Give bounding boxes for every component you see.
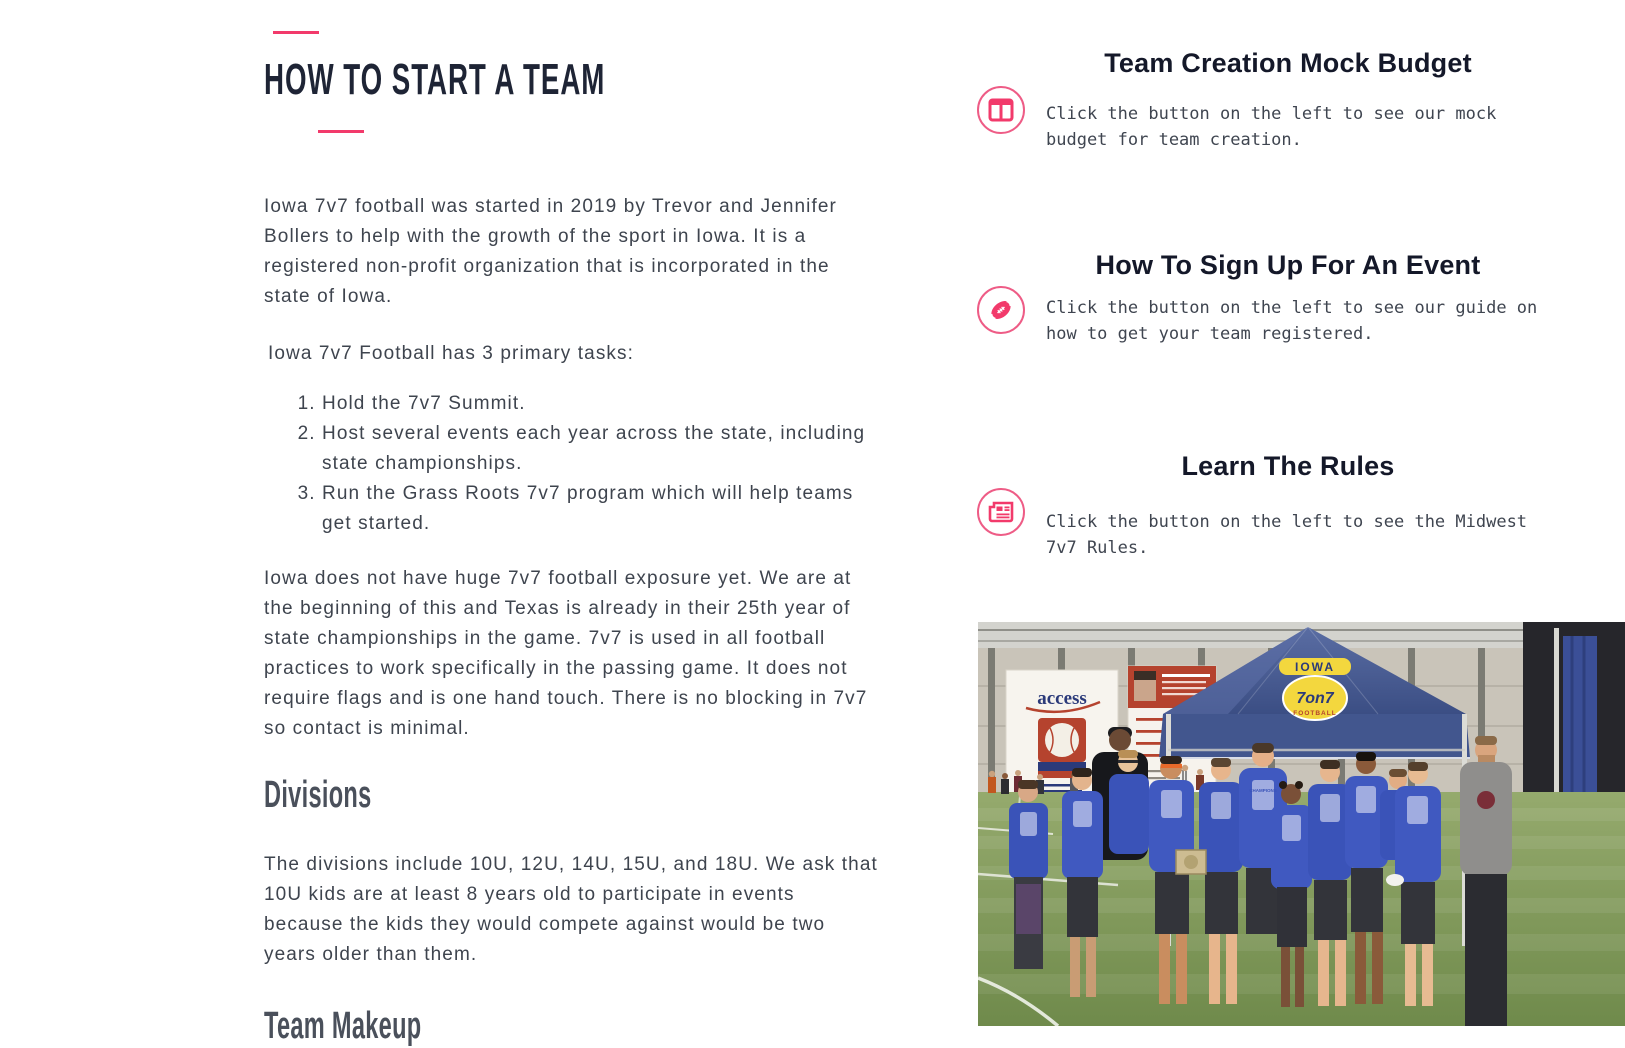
feature-title-mock-budget: Team Creation Mock Budget: [1104, 48, 1472, 78]
tasks-lead-paragraph: Iowa 7v7 Football has 3 primary tasks:: [268, 343, 634, 364]
divisions-paragraph: The divisions include 10U, 12U, 14U, 15U, and 18U. We ask that 10U kids are at least 8 years old to participate in events because the kids they would compete against would be two years older than them.: [264, 854, 878, 965]
team-photo: [978, 622, 1625, 1026]
pink-dash-bottom: [318, 130, 364, 133]
pink-dash-top: [273, 31, 319, 34]
feature-desc-rules: Click the button on the left to see the Midwest 7v7 Rules.: [1046, 512, 1528, 558]
newspaper-icon: [988, 501, 1014, 523]
task-item: 3. Run the Grass Roots 7v7 program which will help teams get started.: [322, 479, 880, 539]
feature-desc-sign-up: Click the button on the left to see our guide on how to get your team registered.: [1046, 298, 1538, 344]
divisions-heading: Divisions: [264, 774, 372, 816]
sign-up-button[interactable]: [977, 286, 1025, 334]
tent-text-football: FOOTBALL: [1293, 710, 1337, 717]
intro-paragraph: Iowa 7v7 football was started in 2019 by Trevor and Jennifer Bollers to help with the growth of the sport in Iowa. It is a registered non-profit organization that is incorporated in the state of Iowa.: [264, 196, 837, 307]
access-banner-text: access: [1037, 688, 1087, 709]
feature-title-rules: Learn The Rules: [1181, 451, 1395, 481]
tent-text-7on7: 7on7: [1296, 690, 1334, 707]
feature-desc-mock-budget: Click the button on the left to see our mock budget for team creation.: [1046, 104, 1497, 150]
task-item: 1. Hold the 7v7 Summit.: [322, 389, 880, 419]
team-makeup-heading: Team Makeup: [264, 1005, 422, 1047]
table-columns-icon: [988, 98, 1014, 122]
shirt-text: CHAMPIONS: [1249, 788, 1277, 793]
tasks-list: [264, 389, 880, 539]
mock-budget-button[interactable]: [977, 86, 1025, 134]
features-column: [945, 0, 1565, 600]
how-to-start-article: [264, 0, 880, 1047]
team-photo-illustration: [978, 622, 1625, 1026]
football-icon: [987, 296, 1015, 324]
rules-button[interactable]: [977, 488, 1025, 536]
task-item: 2. Host several events each year across the state, including state championships.: [322, 419, 880, 479]
tent-text-iowa: IOWA: [1295, 660, 1335, 674]
feature-title-sign-up: How To Sign Up For An Event: [1095, 250, 1481, 280]
page-title: HOW TO START A TEAM: [264, 55, 606, 104]
exposure-paragraph: Iowa does not have huge 7v7 football exposure yet. We are at the beginning of this and Texas is already in their 25th year of state championships in the game. 7v7 is used in all football practices to work specifically in the passing game. It does not require flags and is one hand touch. There is no blocking in 7v7 so contact is minimal.: [264, 568, 868, 739]
